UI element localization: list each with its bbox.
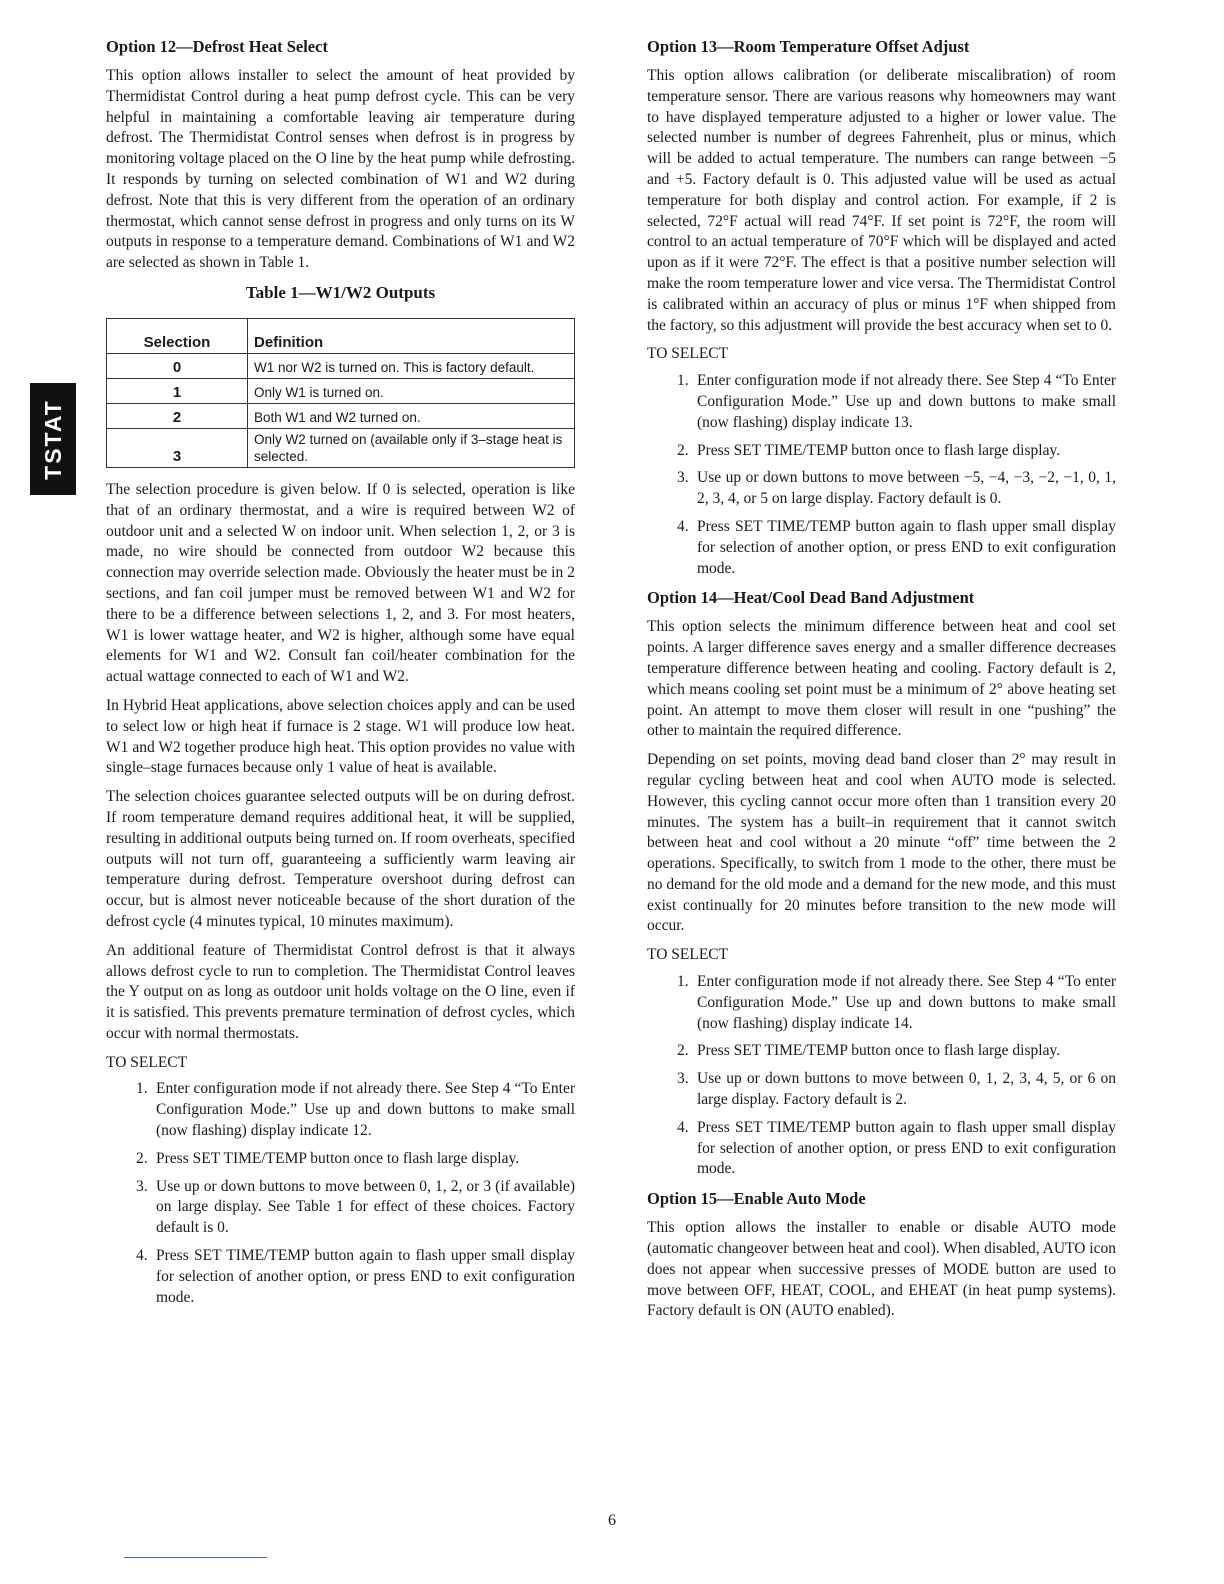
- table-1-title: Table 1—W1/W2 Outputs: [245, 282, 436, 302]
- step-number: 4.: [136, 1247, 148, 1265]
- step-number: 4.: [677, 1118, 689, 1136]
- list-item: [647, 1041, 1116, 1062]
- step-text: Use up or down buttons to move between 0, 1, 2, or 3 (if available) on large display. See Table 1 for effect of these choices. Factory default is 0.: [156, 1177, 575, 1237]
- left-column: [106, 36, 575, 1316]
- step-text: Press SET TIME/TEMP button again to flash upper small display for selection of another option, or press END to exit configuration mode.: [156, 1247, 575, 1306]
- table-row: [107, 378, 575, 403]
- guarantee-paragraph: The selection choices guarantee selected outputs will be on during defrost. If room temperature demand requires additional heat, it will be supplied, resulting in additional outputs being turned on. If room overheats, specified outputs will not turn off, guaranteeing a sufficiently warm leaving air temperature during defrost. Temperature overshoot during defrost can occur, but is almost never noticeable because of the short duration of the defrost cycle (4 minutes typical, 10 minutes maximum).: [106, 788, 575, 930]
- option-12-steps: [106, 1079, 575, 1308]
- table-row: [107, 353, 575, 378]
- list-item: [647, 371, 1116, 433]
- option-13-steps: [647, 371, 1116, 579]
- definition-cell: W1 nor W2 is turned on. This is factory default.: [248, 353, 575, 378]
- to-select-label: TO SELECT: [647, 946, 729, 964]
- step-number: 2.: [677, 441, 689, 459]
- option-15-heading: Option 15—Enable Auto Mode: [647, 1189, 866, 1209]
- definition-cell: Only W2 turned on (available only if 3–stage heat is selected.: [248, 428, 575, 467]
- to-select-label: TO SELECT: [647, 345, 729, 363]
- right-column: [647, 36, 1116, 1330]
- step-number: 1.: [136, 1080, 148, 1098]
- step-number: 4.: [677, 517, 689, 535]
- step-text: Enter configuration mode if not already there. See Step 4 “To enter Configuration Mode.” Use up and down buttons to make small (now flashing) display indicate 14.: [697, 973, 1116, 1032]
- list-item: [106, 1177, 575, 1239]
- step-number: 1.: [677, 372, 689, 390]
- definition-cell: Only W1 is turned on.: [248, 378, 575, 403]
- list-item: [647, 441, 1116, 462]
- step-text: Press SET TIME/TEMP button once to flash large display.: [156, 1149, 520, 1167]
- defrost-feature-paragraph: An additional feature of Thermidistat Control defrost is that it always allows defrost cycle to run to completion. The Thermidistat Control leaves the Y output on as long as outdoor unit holds voltage on the O line, even if it is satisfied. This prevents premature termination of defrost cycles, which occur with normal thermostats.: [106, 941, 575, 1042]
- step-text: Press SET TIME/TEMP button again to flash upper small display for selection of another option, or press END to exit configuration mode.: [697, 517, 1116, 577]
- column-header-selection: Selection: [107, 318, 248, 353]
- table-header-row: [107, 318, 575, 353]
- step-text: Use up or down buttons to move between 0, 1, 2, 3, 4, 5, or 6 on large display. Factory default is 2.: [697, 1070, 1116, 1109]
- option-15-paragraph: This option allows the installer to enable or disable AUTO mode (automatic changeover between heat and cool). When disabled, AUTO icon does not appear when successive presses of MODE button are used to move between OFF, HEAT, COOL, and EHEAT (in heat pump systems). Factory default is ON (AUTO enabled).: [647, 1219, 1116, 1320]
- list-item: [106, 1246, 575, 1308]
- section-tab-label: TSTAT: [39, 398, 66, 480]
- step-number: 1.: [677, 973, 689, 991]
- table-row: [107, 403, 575, 428]
- selection-cell: 1: [107, 378, 248, 403]
- step-text: Enter configuration mode if not already there. See Step 4 “To Enter Configuration Mode.” Use up and down buttons to make small (now flashing) display indicate 13.: [697, 372, 1116, 431]
- list-item: [106, 1079, 575, 1141]
- selection-cell: 2: [107, 403, 248, 428]
- step-number: 2.: [677, 1042, 689, 1060]
- selection-cell: 0: [107, 353, 248, 378]
- step-number: 3.: [677, 469, 689, 487]
- w1-w2-outputs-table: [106, 318, 575, 468]
- step-text: Use up or down buttons to move between −5, −4, −3, −2, −1, 0, 1, 2, 3, 4, or 5 on large display. Factory default is 0.: [697, 469, 1116, 508]
- selection-procedure-paragraph: The selection procedure is given below. If 0 is selected, operation is like that of an ordinary thermostat, and a wire is required between W2 of outdoor unit and a selected W on indoor unit. When selection 1, 2, or 3 is made, no wire should be connected from outdoor W2 because this connection may override selection made. Obviously the heater must be in 2 sections, and fan coil jumper must be removed between W1 and W2 for there to be a difference between selections 1, 2, and 3. For most heaters, W1 is lower wattage heater, and W2 is higher, although some have equal elements for W1 and W2. Consult fan coil/heater combination for the actual wattage connected to each of W1 and W2.: [106, 480, 575, 686]
- column-header-definition: Definition: [248, 318, 575, 353]
- list-item: [647, 972, 1116, 1034]
- page-number: 6: [608, 1512, 616, 1529]
- step-text: Enter configuration mode if not already there. See Step 4 “To Enter Configuration Mode.” Use up and down buttons to make small (now flashing) display indicate 12.: [156, 1080, 575, 1140]
- footer-divider: [124, 1557, 267, 1558]
- option-13-paragraph: This option allows calibration (or deliberate miscalibration) of room temperature sensor. There are various reasons why homeowners may want to have displayed temperature adjusted to a higher or lower value. The selected number is number of degrees Fahrenheit, plus or minus, which will be added to actual temperature. The numbers can range between −5 and +5. Factory default is 0. This adjusted value will be used as actual temperature for both display and control action. For example, if 2 is selected, 72°F actual will read 74°F. If set point is 72°F, the room will control to an actual temperature of 70°F which will be displayed and acted upon as if it were 72°F. The effect is that a positive number selection will make the room temperature lower and vice versa. The Thermidistat Control is calibrated within an accuracy of plus or minus 1°F when shipped from the factory, so this adjustment will provide the best accuracy when set to 0.: [647, 67, 1116, 334]
- section-tab: [30, 383, 76, 495]
- list-item: [647, 517, 1116, 579]
- hybrid-heat-paragraph: In Hybrid Heat applications, above selection choices apply and can be used to select low or high heat if furnace is 2 stage. W1 will produce low heat. W1 and W2 together produce high heat. This option provides no value with single–stage furnaces because only 1 value of heat is available.: [106, 696, 575, 777]
- list-item: [647, 1118, 1116, 1180]
- step-text: Press SET TIME/TEMP button once to flash large display.: [697, 441, 1061, 459]
- option-12-intro: This option allows installer to select the amount of heat provided by Thermidistat Control during a heat pump defrost cycle. This can be very helpful in maintaining a comfortable leaving air temperature during defrost. The Thermidistat Control senses when defrost is in progress by monitoring voltage placed on the O line by the heat pump while defrosting. It responds by turning on selected combination of W1 and W2 during defrost. Note that this is very different from the operation of an ordinary thermostat, which cannot sense defrost in progress and only turns on its W outputs in response to a temperature demand. Combinations of W1 and W2 are selected as shown in Table 1.: [106, 67, 575, 272]
- step-number: 2.: [136, 1149, 148, 1167]
- option-12-heading: Option 12—Defrost Heat Select: [106, 37, 328, 56]
- option-14-heading: Option 14—Heat/Cool Dead Band Adjustment: [647, 588, 975, 608]
- to-select-label: TO SELECT: [106, 1053, 188, 1071]
- step-number: 3.: [136, 1177, 148, 1195]
- step-text: Press SET TIME/TEMP button again to flash upper small display for selection of another option, or press END to exit configuration mode.: [697, 1118, 1116, 1178]
- option-13-heading: Option 13—Room Temperature Offset Adjust: [647, 37, 970, 56]
- table-row: [107, 428, 575, 467]
- option-14-paragraph-2: Depending on set points, moving dead band closer than 2° may result in regular cycling between heat and cool when AUTO mode is selected. However, this cycling cannot occur more often than 1 transition every 20 minutes. The system has a built–in requirement that it cannot switch between heat and cool without a 20 minute “off” time between the 2 operations. Specifically, to switch from 1 mode to the other, there must be no demand for the old mode and a demand for the new mode, and this must exist continually for 20 minutes before transition to the new mode will occur.: [647, 751, 1116, 935]
- option-14-paragraph-1: This option selects the minimum difference between heat and cool set points. A larger difference saves energy and a smaller difference decreases temperature difference between heating and cooling. Factory default is 2, which means cooling set point must be a minimum of 2° above heating set point. An attempt to move them closer will result in one “pushing” the other to maintain the required difference.: [647, 618, 1116, 740]
- step-number: 3.: [677, 1070, 689, 1088]
- option-14-steps: [647, 972, 1116, 1180]
- list-item: [106, 1149, 575, 1170]
- definition-cell: Both W1 and W2 turned on.: [248, 403, 575, 428]
- step-text: Press SET TIME/TEMP button once to flash large display.: [697, 1042, 1061, 1060]
- list-item: [647, 468, 1116, 510]
- list-item: [647, 1069, 1116, 1111]
- selection-cell: 3: [107, 428, 248, 467]
